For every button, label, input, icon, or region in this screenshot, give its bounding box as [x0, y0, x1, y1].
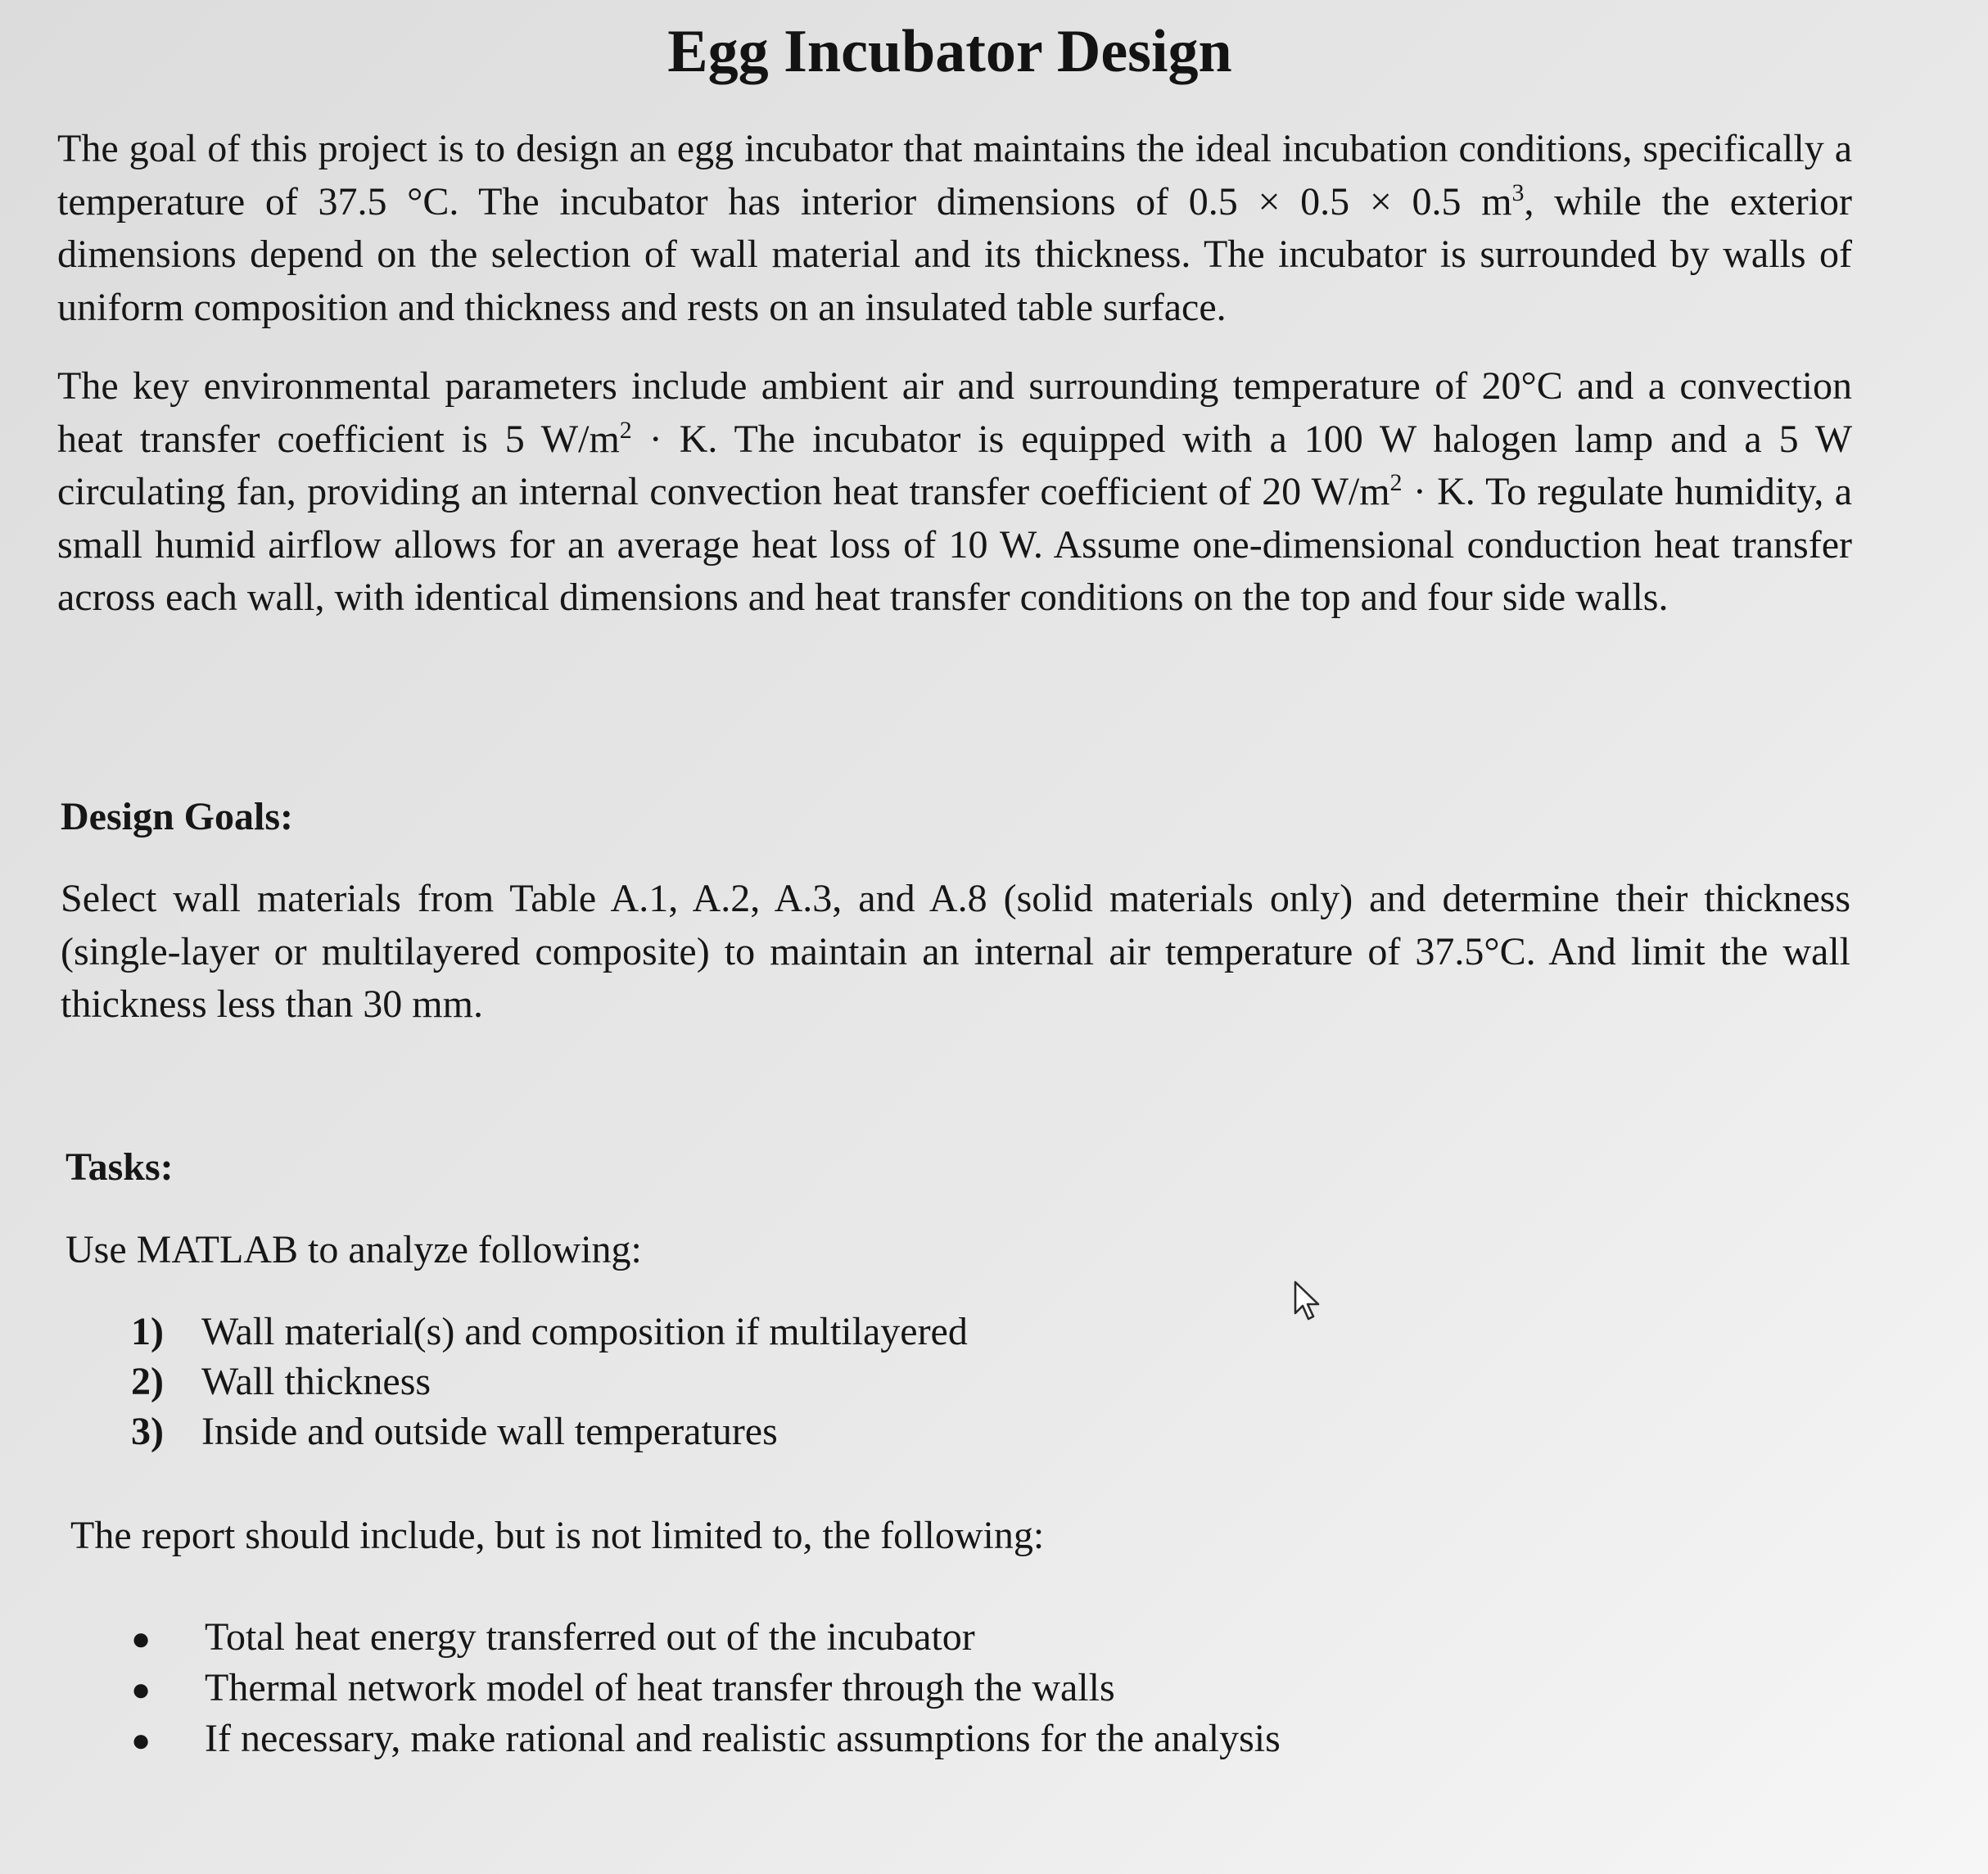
design-goals-heading: Design Goals: [61, 795, 294, 838]
list-item [131, 1664, 1281, 1714]
intro-paragraph-2: The key environmental parameters include ambient air and surrounding temperature of 20°C and a convection heat transfer coefficient is 5 $W/m^2 \cdot K$. The incubator is equipped with a 100 W halogen lamp and a 5 W circulating fan, providing an internal convection heat transfer coefficient of 20 $W/m^2 \cdot K$. To regulate humidity, a small humid airflow allows for an average heat loss of 10 W. Assume one-dimensional conduction heat transfer across each wall, with identical dimensions and heat transfer conditions on the top and four side walls. [57, 364, 1853, 619]
list-item [131, 1613, 1281, 1664]
tasks-heading: Tasks: [66, 1145, 174, 1189]
report-intro: The report should include, but is not limited to, the following: [70, 1514, 1045, 1557]
list-text: Wall thickness [201, 1360, 431, 1403]
bullet-icon: ● [131, 1671, 151, 1708]
report-list [131, 1613, 1281, 1765]
list-text: Thermal network model of heat transfer through the walls [205, 1666, 1115, 1709]
list-text: Wall material(s) and composition if multilayered [201, 1310, 968, 1353]
list-text: If necessary, make rational and realistic assumptions for the analysis [205, 1717, 1281, 1760]
list-item [131, 1307, 968, 1357]
list-number: 1) [131, 1310, 164, 1353]
list-text: Inside and outside wall temperatures [201, 1410, 778, 1453]
page-title: Egg Incubator Design [667, 18, 1232, 85]
list-text: Total heat energy transferred out of the incubator [205, 1615, 975, 1659]
tasks-intro: Use MATLAB to analyze following: [66, 1228, 642, 1271]
bullet-icon: ● [131, 1722, 151, 1759]
design-goals-paragraph: Select wall materials from Table A.1, A.2, A.3, and A.8 (solid materials only) and determine their thickness (single-layer or multilayered composite) to maintain an internal air temperature of 37.5°C. And limit the wall thickness less than 30 mm. [61, 877, 1850, 1026]
list-item [131, 1357, 968, 1407]
tasks-list [131, 1307, 968, 1456]
mouse-pointer-icon [1292, 1280, 1325, 1323]
list-number: 3) [131, 1410, 164, 1453]
list-number: 2) [131, 1360, 164, 1403]
bullet-icon: ● [131, 1620, 151, 1657]
list-item [131, 1714, 1281, 1765]
list-item [131, 1407, 968, 1456]
intro-paragraph-1: The goal of this project is to design an egg incubator that maintains the ideal incubation conditions, specifically a temperature of 37.5 °C. The incubator has interior dimensions of 0.5 × 0.5 × 0.5 $m^3$, while the exterior dimensions depend on the selection of wall material and its thickness. The incubator is surrounded by walls of uniform composition and thickness and rests on an insulated table surface. [57, 127, 1853, 329]
